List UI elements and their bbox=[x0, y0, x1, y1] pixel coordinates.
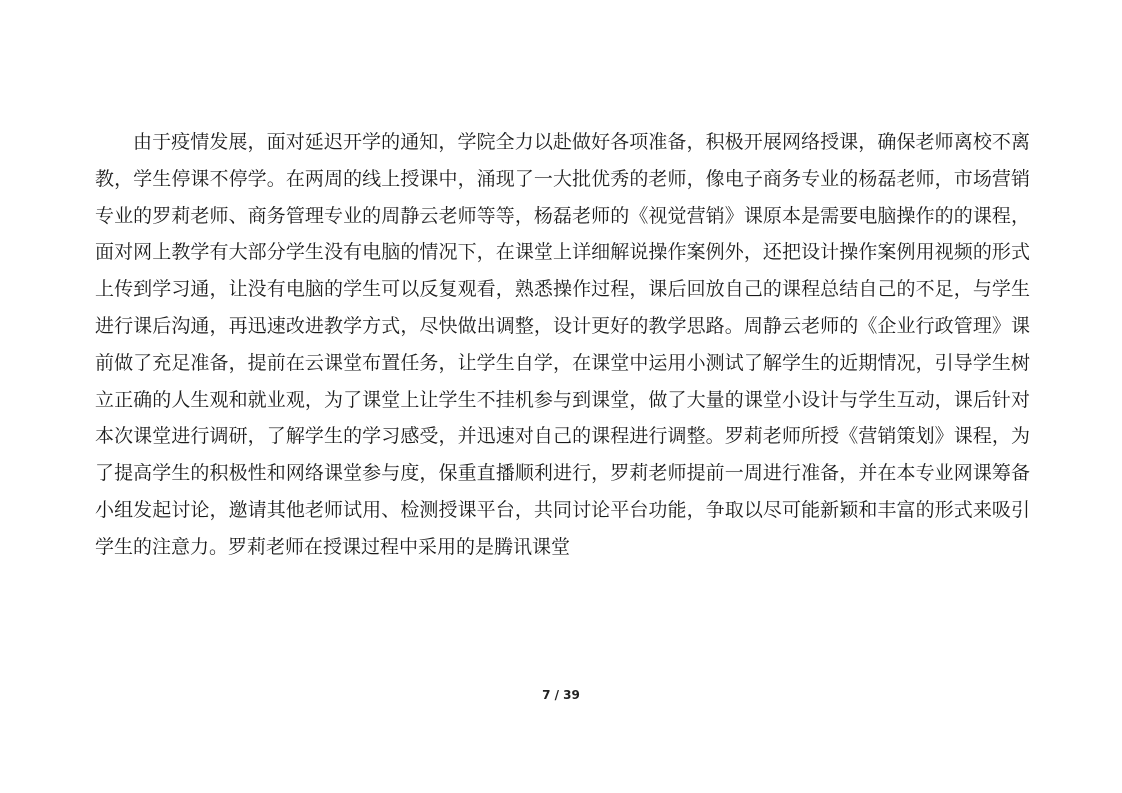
body-paragraph: 由于疫情发展，面对延迟开学的通知，学院全力以赴做好各项准备，积极开展网络授课，确保老师离校不离教，学生停课不停学。在两周的线上授课中，涌现了一大批优秀的老师，像电子商务专业的杨磊老师，市场营销专业的罗莉老师、商务管理专业的周静云老师等等，杨磊老师的《视觉营销》课原本是需要电脑操作的的课程，面对网上教学有大部分学生没有电脑的情况下，在课堂上详细解说操作案例外，还把设计操作案例用视频的形式上传到学习通，让没有电脑的学生可以反复观看，熟悉操作过程，课后回放自己的课程总结自己的不足，与学生进行课后沟通，再迅速改进教学方式，尽快做出调整，设计更好的教学思路。周静云老师的《企业行政管理》课前做了充足准备，提前在云课堂布置任务，让学生自学，在课堂中运用小测试了解学生的近期情况，引导学生树立正确的人生观和就业观，为了课堂上让学生不挂机参与到课堂，做了大量的课堂小设计与学生互动，课后针对本次课堂进行调研，了解学生的学习感受，并迅速对自己的课程进行调整。罗莉老师所授《营销策划》课程，为了提高学生的积极性和网络课堂参与度，保重直播顺利进行，罗莉老师提前一周进行准备，并在本专业网课筹备小组发起讨论，邀请其他老师试用、检测授课平台，共同讨论平台功能，争取以尽可能新颖和丰富的形式来吸引学生的注意力。罗莉老师在授课过程中采用的是腾讯课堂 bbox=[95, 131, 1030, 558]
page-number: 7 / 39 bbox=[542, 688, 580, 702]
